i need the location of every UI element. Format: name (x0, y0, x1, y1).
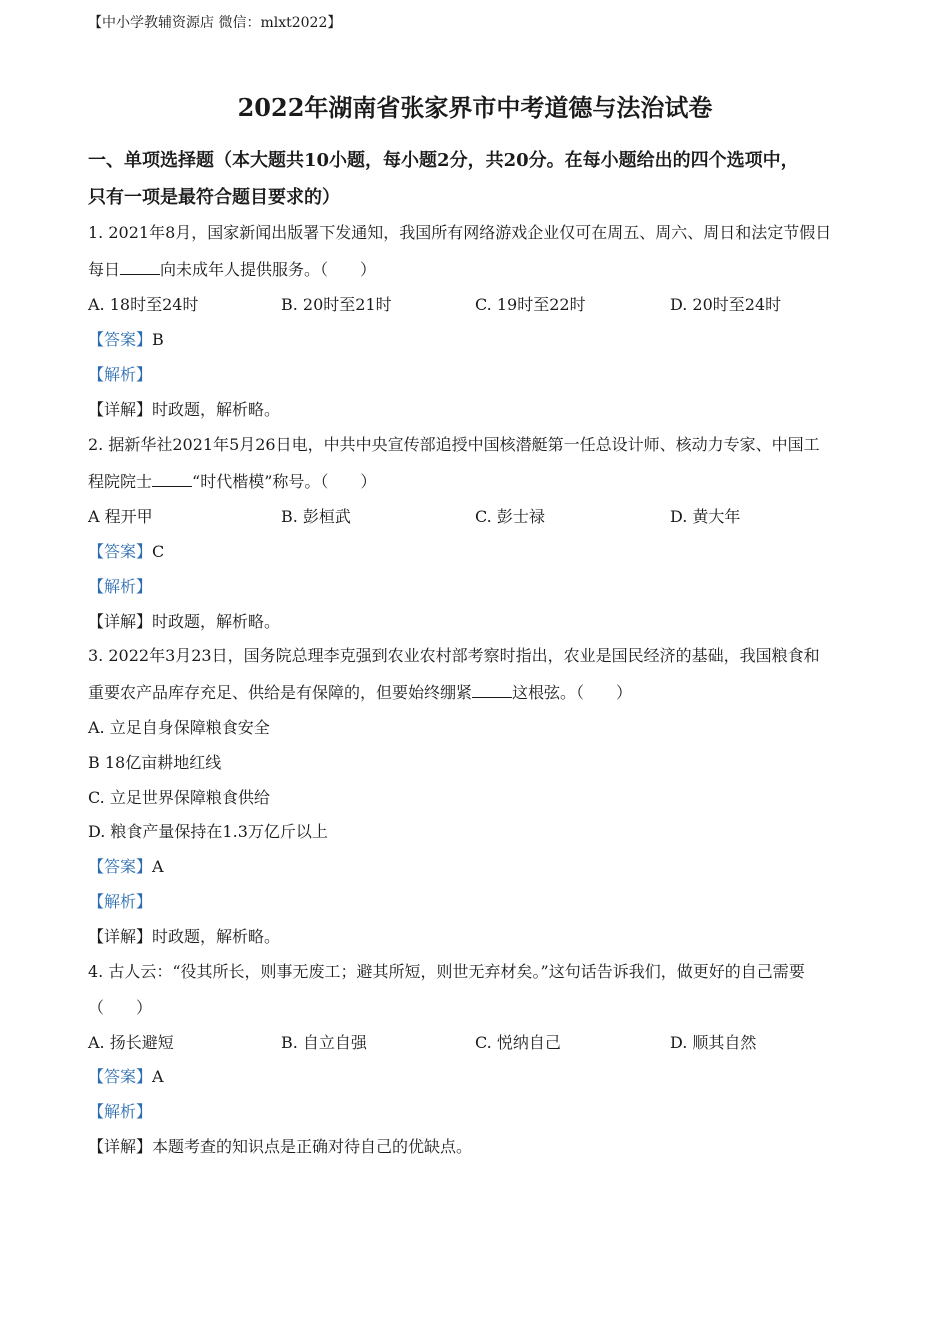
analysis-label: 【解析】 (88, 1102, 153, 1121)
answer-value: B (152, 330, 164, 349)
question-text-post: 这根弦。（ ） (512, 683, 633, 702)
question-text-pre: 重要农产品库存充足、供给是有保障的，但要始终绷紧 (88, 683, 473, 702)
answer-line (88, 539, 164, 562)
option-b: B. 20时至21时 (281, 295, 392, 314)
analysis-label: 【解析】 (88, 365, 153, 384)
option-c: C. 19时至22时 (475, 295, 586, 314)
answer-label: 【答案】 (88, 1067, 153, 1086)
detail-label: 【详解】 (88, 927, 153, 946)
option-d: D. 顺其自然 (670, 1033, 757, 1052)
section-title-line2: 只有一项是最符合题目要求的） (88, 187, 340, 208)
detail-line (88, 1134, 472, 1157)
detail-label: 【详解】 (88, 1137, 153, 1156)
question-text-cont (88, 680, 632, 703)
option-a: A. 立足自身保障粮食安全 (88, 718, 270, 737)
detail-text: 本题考查的知识点是正确对待自己的优缺点。 (152, 1137, 473, 1156)
option-c: C. 立足世界保障粮食供给 (88, 788, 270, 807)
analysis-label: 【解析】 (88, 892, 153, 911)
detail-text: 时政题，解析略。 (152, 927, 281, 946)
question-text-pre: 程院院士 (88, 472, 153, 491)
section-title-line1: 一、单项选择题（本大题共10小题，每小题2分，共20分。在每小题给出的四个选项中， (88, 150, 799, 171)
question-text-post: “时代楷模”称号。（ ） (192, 472, 377, 491)
header-note: 【中小学教辅资源店 微信：mlxt2022】 (88, 15, 342, 31)
option-b: B 18亿亩耕地红线 (88, 753, 222, 772)
answer-value: A (152, 857, 164, 876)
detail-line (88, 924, 280, 947)
answer-label: 【答案】 (88, 542, 153, 561)
option-a: A. 扬长避短 (88, 1033, 174, 1052)
answer-value: A (152, 1067, 164, 1086)
option-b: B. 自立自强 (281, 1033, 367, 1052)
option-d: D. 粮食产量保持在1.3万亿斤以上 (88, 822, 328, 841)
detail-line (88, 609, 280, 632)
question-text: 2. 据新华社2021年5月26日电，中共中央宣传部追授中国核潜艇第一任总设计师、核动力专家、中国工 (88, 435, 820, 454)
option-d: D. 20时至24时 (670, 295, 782, 314)
answer-value: C (152, 542, 165, 561)
answer-blank (472, 683, 512, 698)
option-c: C. 彭士禄 (475, 507, 545, 526)
detail-label: 【详解】 (88, 400, 153, 419)
question-text-cont: （ ） (88, 998, 153, 1017)
answer-line (88, 1064, 164, 1087)
answer-label: 【答案】 (88, 330, 153, 349)
option-a: A. 18时至24时 (88, 295, 199, 314)
analysis-label: 【解析】 (88, 577, 153, 596)
answer-label: 【答案】 (88, 857, 153, 876)
answer-blank (152, 472, 192, 487)
detail-text: 时政题，解析略。 (152, 400, 281, 419)
question-text-cont (88, 469, 376, 492)
page-title: 2022年湖南省张家界市中考道德与法治试卷 (237, 93, 713, 122)
answer-line (88, 327, 164, 350)
answer-blank (120, 260, 160, 275)
detail-label: 【详解】 (88, 612, 153, 631)
detail-text: 时政题，解析略。 (152, 612, 281, 631)
option-b: B. 彭桓武 (281, 507, 351, 526)
question-text: 4. 古人云：“役其所长，则事无废工；避其所短，则世无弃材矣。”这句话告诉我们，做更好的自己需要 (88, 962, 805, 981)
question-text-post: 向未成年人提供服务。（ ） (160, 260, 377, 279)
question-text: 3. 2022年3月23日，国务院总理李克强到农业农村部考察时指出，农业是国民经济的基础，我国粮食和 (88, 646, 820, 665)
option-d: D. 黄大年 (670, 507, 741, 526)
answer-line (88, 854, 164, 877)
detail-line (88, 397, 280, 420)
question-text-cont (88, 257, 376, 280)
question-text: 1. 2021年8月，国家新闻出版署下发通知，我国所有网络游戏企业仅可在周五、周六、周日和法定节假日 (88, 223, 832, 242)
option-a: A 程开甲 (88, 507, 153, 526)
question-text-pre: 每日 (88, 260, 121, 279)
option-c: C. 悦纳自己 (475, 1033, 561, 1052)
